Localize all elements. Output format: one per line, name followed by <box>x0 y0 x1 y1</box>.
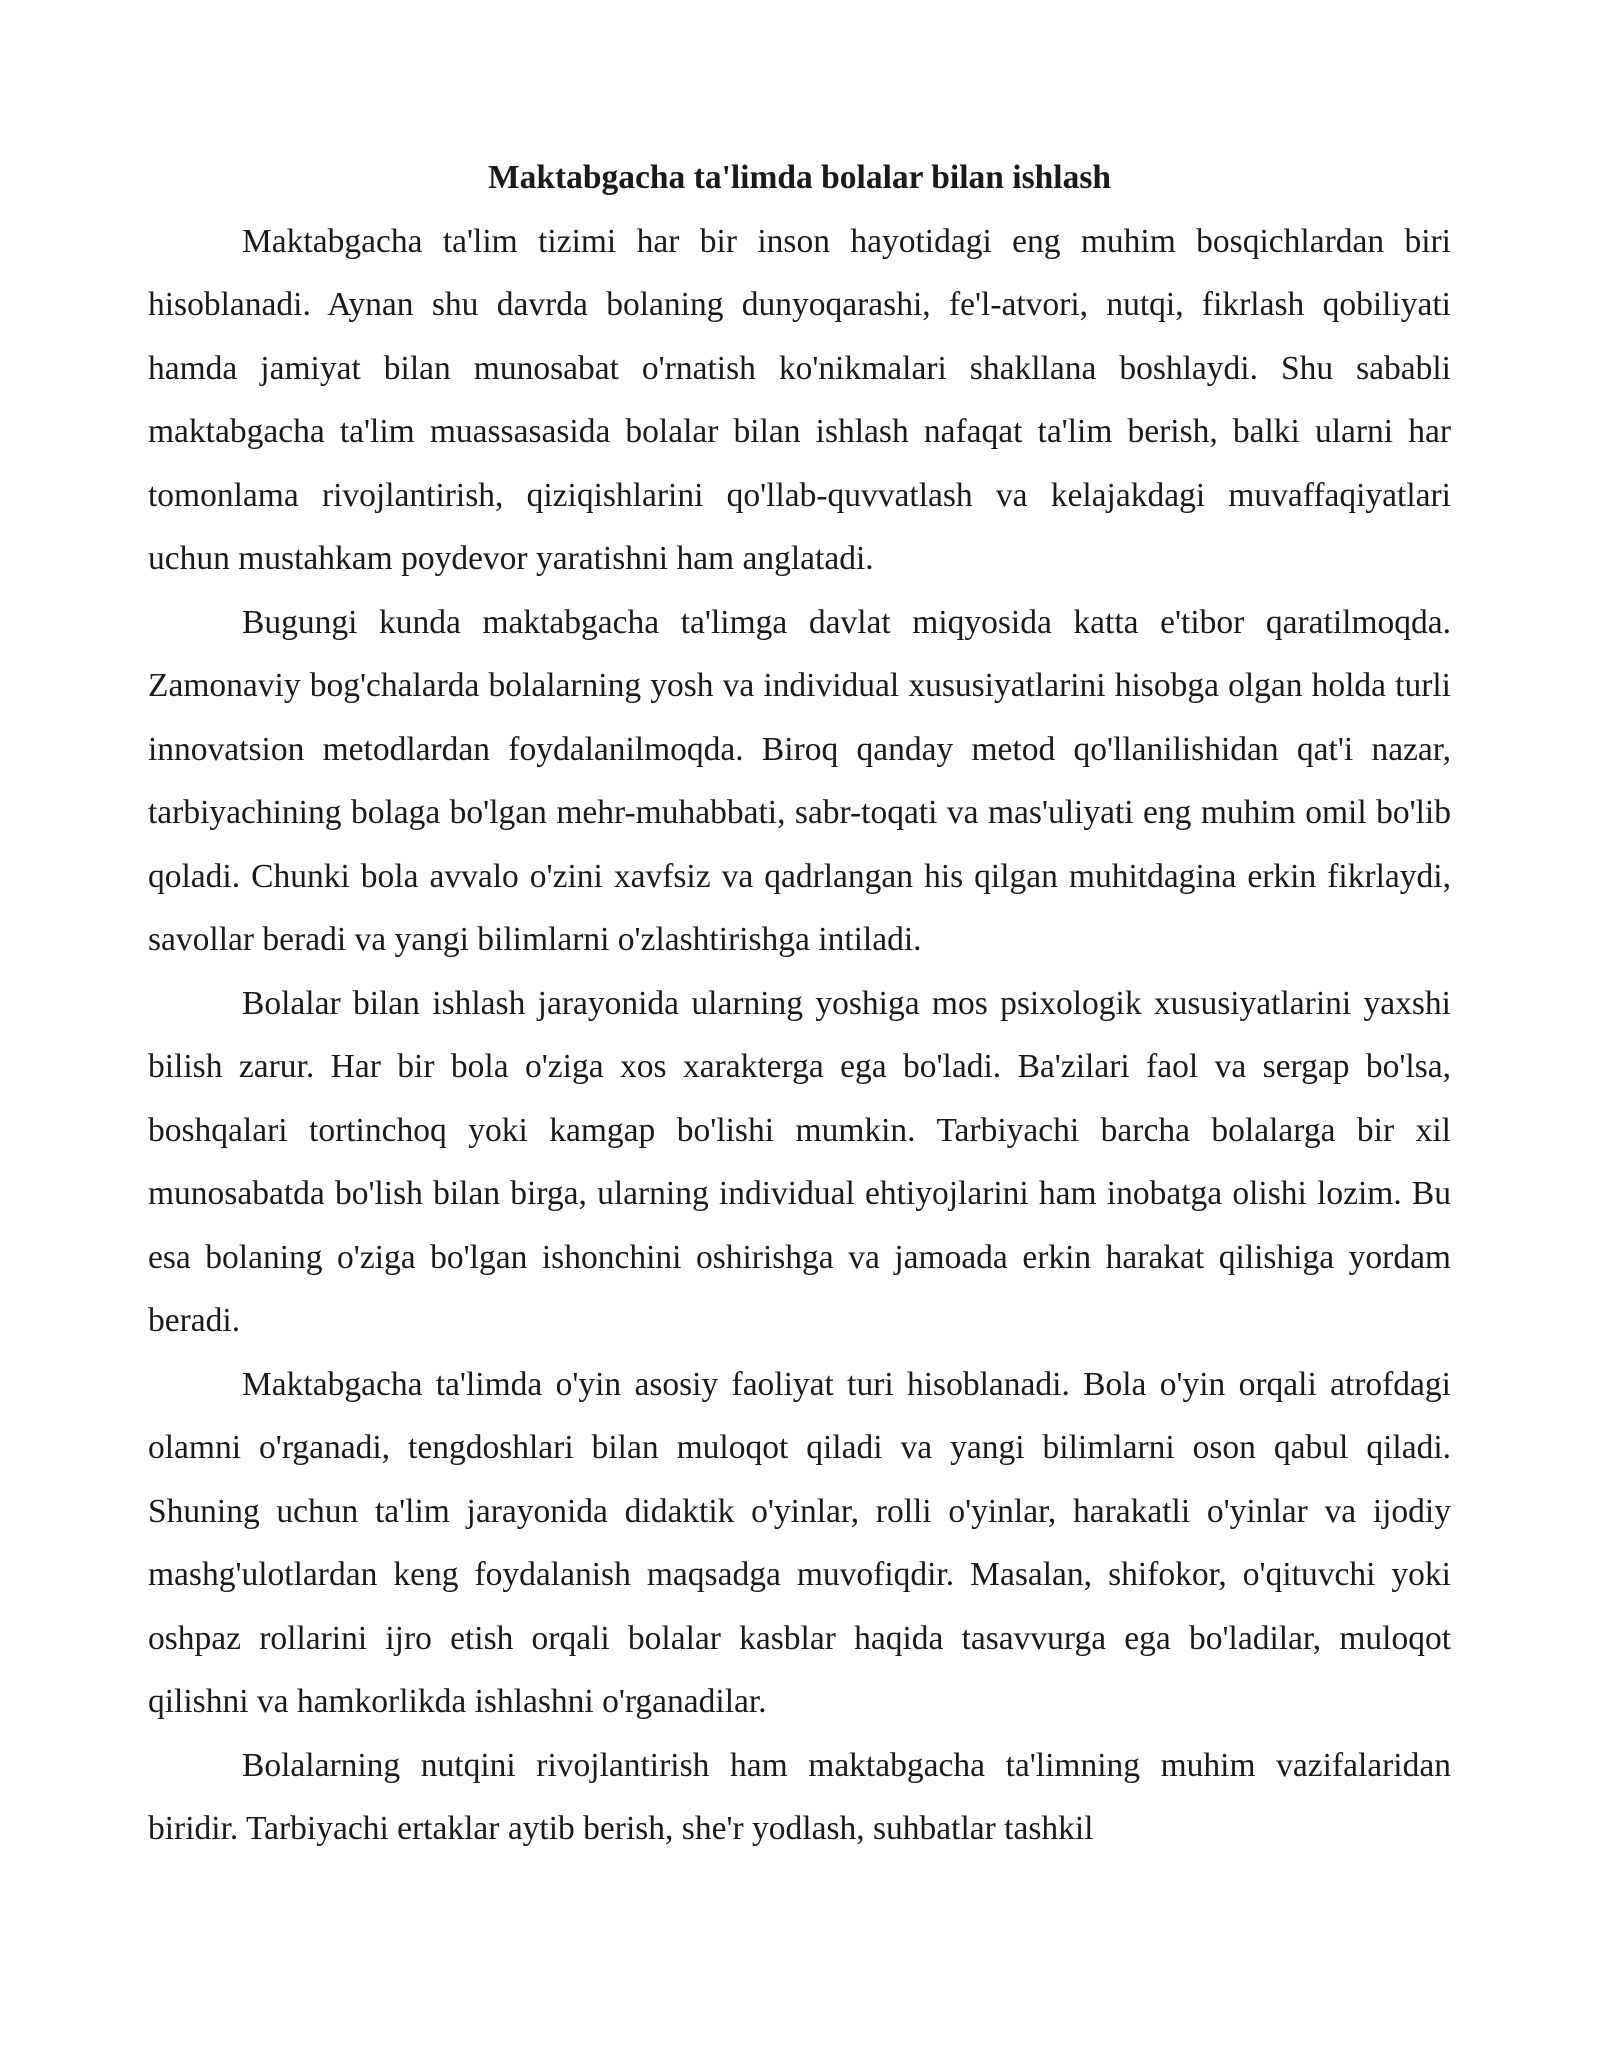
paragraph: Maktabgacha ta'limda o'yin asosiy faoliyat turi hisoblanadi. Bola o'yin orqali atrofdagi olamni o'rganadi, tengdoshlari bilan muloqot qiladi va yangi bilimlarni oson qabul qiladi. Shuning uchun ta'lim jarayonida didaktik o'yinlar, rolli o'yinlar, harakatli o'yinlar va ijodiy mashg'ulotlardan keng foydalanish maqsadga muvofiqdir. Masalan, shifokor, o'qituvchi yoki oshpaz rollarini ijro etish orqali bolalar kasblar haqida tasavvurga ega bo'ladilar, muloqot qilishni va hamkorlikda ishlashni o'rganadilar. <box>148 1365 1451 1720</box>
paragraph: Bolalarning nutqini rivojlantirish ham maktabgacha ta'limning muhim vazifalaridan biridir. Tarbiyachi ertaklar aytib berish, she'r yodlash, suhbatlar tashkil <box>148 1746 1451 1847</box>
document-title: Maktabgacha ta'limda bolalar bilan ishlash <box>488 159 1111 196</box>
paragraph: Bugungi kunda maktabgacha ta'limga davlat miqyosida katta e'tibor qaratilmoqda. Zamonaviy bog'chalarda bolalarning yosh va individual xususiyatlarini hisobga olgan holda turli innovatsion metodlardan foydalanilmoqda. Biroq qanday metod qo'llanilishidan qat'i nazar, tarbiyachining bolaga bo'lgan mehr-muhabbati, sabr-toqati va mas'uliyati eng muhim omil bo'lib qoladi. Chunki bola avvalo o'zini xavfsiz va qadrlangan his qilgan muhitdagina erkin fikrlaydi, savollar beradi va yangi bilimlarni o'zlashtirishga intiladi. <box>148 603 1451 958</box>
document-body <box>148 146 1451 1861</box>
paragraph: Maktabgacha ta'lim tizimi har bir inson hayotidagi eng muhim bosqichlardan biri hisoblanadi. Aynan shu davrda bolaning dunyoqarashi, fe'l-atvori, nutqi, fikrlash qobiliyati hamda jamiyat bilan munosabat o'rnatish ko'nikmalari shakllana boshlaydi. Shu sababli maktabgacha ta'lim muassasasida bolalar bilan ishlash nafaqat ta'lim berish, balki ularni har tomonlama rivojlantirish, qiziqishlarini qo'llab-quvvatlash va kelajakdagi muvaffaqiyatlari uchun mustahkam poydevor yaratishni ham anglatadi. <box>148 222 1451 577</box>
paragraph: Bolalar bilan ishlash jarayonida ularning yoshiga mos psixologik xususiyatlarini yaxshi bilish zarur. Har bir bola o'ziga xos xarakterga ega bo'ladi. Ba'zilari faol va sergap bo'lsa, boshqalari tortinchoq yoki kamgap bo'lishi mumkin. Tarbiyachi barcha bolalarga bir xil munosabatda bo'lish bilan birga, ularning individual ehtiyojlarini ham inobatga olishi lozim. Bu esa bolaning o'ziga bo'lgan ishonchini oshirishga va jamoada erkin harakat qilishiga yordam beradi. <box>148 984 1451 1339</box>
